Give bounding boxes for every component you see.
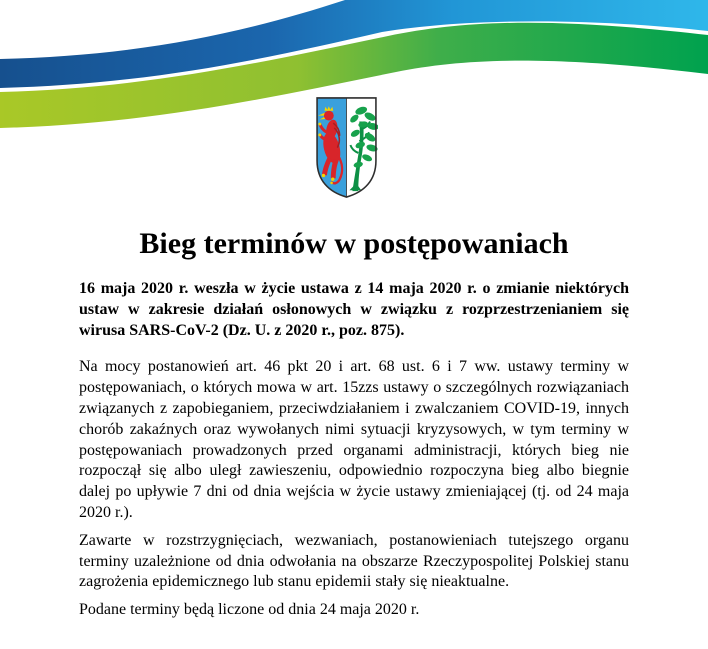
- paragraph-decisions-invalid: Zawarte w rozstrzygnięciach, wezwaniach, postanowieniach tutejszego organu terminy uzależnione od dnia odwołania na obszarze Rzeczypospolitej Polskiej stanu zagrożenia epidemicznego lub stanu epidemii stały się nieaktualne.: [79, 531, 629, 591]
- paragraph-deadline-note: Podane terminy będą liczone od dnia 24 maja 2020 r.: [79, 601, 420, 619]
- page-title: Bieg terminów w postępowaniach: [139, 227, 569, 260]
- paragraph-legal-basis: Na mocy postanowień art. 46 pkt 20 i art. 68 ust. 6 i 7 ww. ustawy terminy w postępowaniach, o których mowa w art. 15zzs ustawy o szczególnych rozwiązaniach związanych z zapobieganiem, przeciwdziałaniem i zwalczaniem COVID-19, innych chorób zakaźnych oraz wywołanych nimi sytuacji kryzysowych, w tym terminy w postępowaniach prowadzonych przed organami administracji, których bieg nie rozpoczął się albo uległ zawieszeniu, odpowiednio rozpoczyna bieg albo biegnie dalej po upływie 7 dni od dnia wejścia w życie ustawy zmieniającej (tj. od 24 maja 2020 r.).: [79, 358, 629, 521]
- coat-of-arms: [315, 96, 378, 200]
- coat-of-arms-shield: [315, 96, 378, 200]
- paragraph-intro: 16 maja 2020 r. weszła w życie ustawa z 14 maja 2020 r. o zmianie niektórych ustaw w zakresie działań osłonowych w związku z rozprzestrzenianiem się wirusa SARS-CoV-2 (Dz. U. z 2020 r., poz. 875).: [79, 280, 629, 339]
- document-body: [79, 279, 629, 628]
